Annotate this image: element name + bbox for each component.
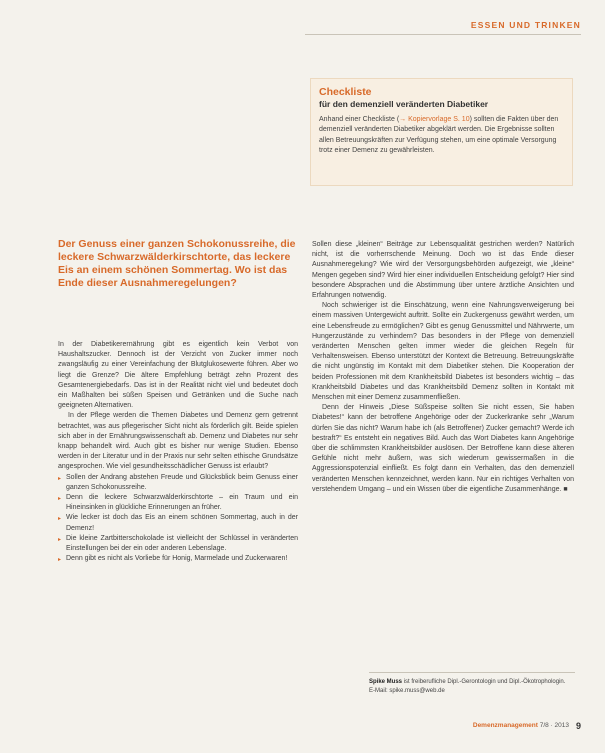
paragraph: Denn der Hinweis „Diese Süßspeise sollten Sie nicht essen, Sie haben Diabetes!“ kann der betroffene Angehörige oder der Zuckerkranke sehr „Warum dürfen Sie das nicht? Warum habe ich (als Betroffener) Zucker gemacht? Werde ich bestraft?“ Es entsteht ein negatives Bild. Auch das Wort Diabetes kann Angehörige über die schlimmsten Krankheitsbilder auslösen. Der Betroffene kann diese älteren Gefühle nicht mehr äußern, was sich wiederum gewissermaßen in die Aggressionspotenzial einfließt. Es folgt dann ein Verhalten, das den demenziell veränderten Menschen kennzeichnet, werden kann. Nur ein richtiges Verhalten von verstehendem Umgang – und ein Wissen über die eigentliche Zusammenhänge. ■ [312,404,574,493]
footer [473,722,569,729]
footer-brand: Demenzmanagement [472,722,538,729]
checklist-body-post: ) sollten die Fakten über den demenziell veränderten Diabetiker abgeklärt werden. Die Ergebnisse sollten allen Betreuungskräften zur Verfügung stehen, um eine optimale Versorgung trotz einer Demenz zu gewährleisten. [319,116,559,155]
section-label: ESSEN UND TRINKEN [470,20,581,30]
page-number: 9 [575,721,581,731]
pull-quote: Der Genuss einer ganzen Schokonussreihe, die leckere Schwarzwälderkirschtorte, das leckere Eis an einem schönen Sommertag. Wo ist das Ende dieser Ausnahmeregelungen? [58,238,296,289]
paragraph: Sollen diese „kleinen“ Beiträge zur Lebensqualität gestrichen werden? Natürlich nicht, ist die vorherrschende Meinung. Doch wo ist das Ende dieser Ausnahmeregelung? Wie wird der Versorgungsbehörden aufgezeigt, wie „kleine“ Mengen gegeben sind? Wird hier einer individuellen Entscheidung gefolgt? Hier sind besondere Absprachen und die Abstimmung über untere ärztliche Ansichten und Erfahrungen notwendig. [312,241,574,300]
author-info [369,678,575,695]
bullet-item: ▸ Denn gibt es nicht als Vorliebe für Honig, Marmelade und Zuckerwaren! [58,554,298,564]
paragraph: Noch schwieriger ist die Einschätzung, wenn eine Nahrungsverweigerung bei einem massiven Untergewicht auftritt. Sollte ein Zuckergenuss gewährt werden, um eine Lebensfreude zu ermöglichen? Gibt es genug Genussmittel und Nährwerte, um Hungerzustände zu verhindern? Das besonders in der Pflege von demenziell veränderten Menschen gelten immer wieder die gleichen Regeln für Verhaltensweisen. Ebenso unterstützt der Kontext die Betreuung. Betreuungskräfte die nicht ungünstig im Kontakt mit dem Diabetiker stehen. Die Kooperation der beiden Professionen mit dem Krankheitsbild Diabetes ist besonders wichtig – das Krankheitsbild Diabetes und das Krankheitsbild Demenz sollten in Kontakt mit Menschen mit einer Demenz zusammenfließen. [312,302,574,402]
checklist-title: Checkliste [319,86,372,98]
left-column [58,340,298,564]
paragraph: In der Pflege werden die Themen Diabetes und Demenz gern getrennt betrachtet, was aus pflegerischer Sicht nicht als förderlich gilt. Beide spielen sich aber in der Ernährungswissenschaft ab. Demenz und Diabetes nur sehr knapp behandelt wird. Auch gibt es bisher nur wenige Studien. Ebenso werden in der Literatur und in der Praxis nur sehr selten ethische Grundsätze angesprochen. Wie viel gesundheitsschädlicher Genuss ist erlaubt? [58,412,298,471]
bullet-item: ▸ Denn die leckere Schwarzwälderkirschtorte – ein Traum und ein Hineinsinken in glückliche Erinnerungen an früher. [58,493,298,513]
right-column [312,240,574,495]
checklist-subtitle: für den demenziell veränderten Diabetiker [319,99,489,109]
author-email: E-Mail: spike.muss@web.de [369,687,445,694]
bullet-list [58,473,298,565]
checklist-body [319,115,564,157]
paragraph: In der Diabetikerernährung gibt es eigentlich kein Verbot von Haushaltszucker. Dennoch ist der Verzicht von Zucker immer noch zwangsläufig zu einer Vereinfachung der Blutglukosewerte führen. Aber wo liegt die Grenze? Die ältere Empfehlung beträgt zehn Prozent des Gesamtenergiebedarfs. Das ist in der Realität nicht viel und bedeutet doch ein Maßhalten bei süßen Speisen und Getränken und die Suche nach geeigneten Alternativen. [58,341,298,410]
author-bio: ist freiberufliche Dipl.-Gerontologin und Dipl.-Ökotrophologin. [403,679,566,685]
bullet-item: ▸ Sollen der Andrang abstehen Freude und Glücksblick beim Genuss einer ganzen Schokonussreihe. [58,473,298,493]
footer-issue: 7/8 · 2013 [539,722,569,729]
bullet-item: ▸ Wie lecker ist doch das Eis an einem schönen Sommertag, auch in der Demenz! [58,513,298,533]
author-divider [369,672,575,673]
checklist-template-link[interactable]: → Kopiervorlage S. 10 [399,116,470,123]
bullet-item: ▸ Die kleine Zartbitterschokolade ist vielleicht der Schlüssel in veränderten Einstellungen bei der ein oder anderen Lebenslage. [58,534,298,554]
section-divider [305,34,581,35]
checklist-box [310,78,573,186]
checklist-body-pre: Anhand einer Checkliste ( [319,116,400,123]
author-name: Spike Muss [369,679,403,685]
